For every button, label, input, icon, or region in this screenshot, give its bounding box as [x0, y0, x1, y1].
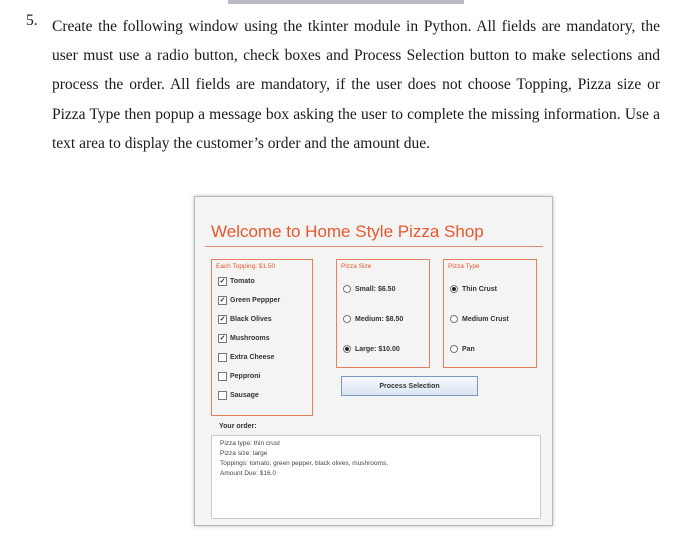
question-number: 5.: [26, 12, 38, 29]
topping-green-pepper-checkbox[interactable]: [218, 296, 280, 305]
topping-extra-cheese-checkbox[interactable]: [218, 353, 274, 362]
topping-sausage-checkbox[interactable]: [218, 391, 259, 400]
radio-circle[interactable]: [450, 315, 458, 323]
toppings-group-label: Each Topping: $1.50: [216, 263, 276, 270]
size-medium-radio[interactable]: [343, 315, 403, 323]
question-text: Create the following window using the tkinter module in Python. All fields are mandatory, the user must use a radio button, check boxes and Process Selection button to make selections and process the order. All fields are mandatory, if the user does not choose Topping, Pizza size or Pizza Type then popup a message box asking the user to complete the missing information. Use a text area to display the customer’s order and the amount due.: [52, 18, 660, 152]
topping-tomato-checkbox[interactable]: [218, 277, 255, 286]
size-large-radio[interactable]: [343, 345, 400, 353]
top-edge-bar: [228, 0, 464, 4]
radio-circle[interactable]: [343, 285, 351, 293]
topping-label: Green Peppper: [230, 297, 281, 304]
checkbox-box[interactable]: [218, 391, 227, 400]
pizza-app-window: [194, 196, 553, 526]
type-medium-crust-radio[interactable]: [450, 315, 509, 323]
pizza-size-group: [336, 259, 430, 368]
checkbox-box[interactable]: ✓: [219, 335, 226, 342]
order-line: Amount Due: $16.0: [220, 470, 277, 477]
topping-label: Sausage: [230, 392, 259, 399]
topping-black-olives-checkbox[interactable]: [218, 315, 272, 324]
size-small-radio[interactable]: [343, 285, 395, 293]
type-label: Medium Crust: [462, 315, 509, 323]
order-text-area[interactable]: [211, 435, 541, 519]
process-selection-button[interactable]: Process Selection: [341, 376, 478, 396]
topping-label: Tomato: [230, 278, 255, 285]
toppings-group: [211, 259, 313, 416]
radio-circle[interactable]: [450, 345, 458, 353]
type-thin-crust-radio[interactable]: [450, 285, 497, 293]
pizza-size-group-label: Pizza Size: [341, 263, 372, 270]
pizza-type-group-label: Pizza Type: [448, 263, 480, 270]
order-label: Your order:: [219, 423, 257, 430]
radio-circle[interactable]: [343, 315, 351, 323]
topping-label: Mushrooms: [230, 335, 270, 342]
type-label: Pan: [462, 345, 475, 353]
checkbox-box[interactable]: ✓: [219, 316, 226, 323]
size-label: Large: $10.00: [355, 345, 400, 353]
order-line: Toppings: tomato, green pepper, black olives, mushrooms,: [220, 460, 389, 467]
topping-label: Black Olives: [230, 316, 272, 323]
size-label: Medium: $8.50: [355, 315, 404, 323]
topping-label: Pepproni: [230, 373, 261, 380]
topping-pepperoni-checkbox[interactable]: [218, 372, 260, 381]
type-label: Thin Crust: [462, 285, 497, 293]
pizza-type-group: [443, 259, 537, 368]
topping-label: Extra Cheese: [230, 354, 275, 361]
checkbox-box[interactable]: ✓: [219, 278, 226, 285]
checkbox-box[interactable]: [218, 353, 227, 362]
checkbox-box[interactable]: ✓: [219, 297, 226, 304]
type-pan-radio[interactable]: [450, 345, 475, 353]
checkbox-box[interactable]: [218, 372, 227, 381]
size-label: Small: $6.50: [355, 285, 396, 293]
order-line: Pizza size: large: [220, 450, 268, 457]
window-title: Welcome to Home Style Pizza Shop: [211, 222, 484, 241]
order-line: Pizza type: thin crust: [220, 440, 280, 447]
radio-circle[interactable]: [343, 345, 351, 353]
title-divider: [205, 246, 543, 247]
radio-circle[interactable]: [450, 285, 458, 293]
topping-mushrooms-checkbox[interactable]: [218, 334, 270, 343]
